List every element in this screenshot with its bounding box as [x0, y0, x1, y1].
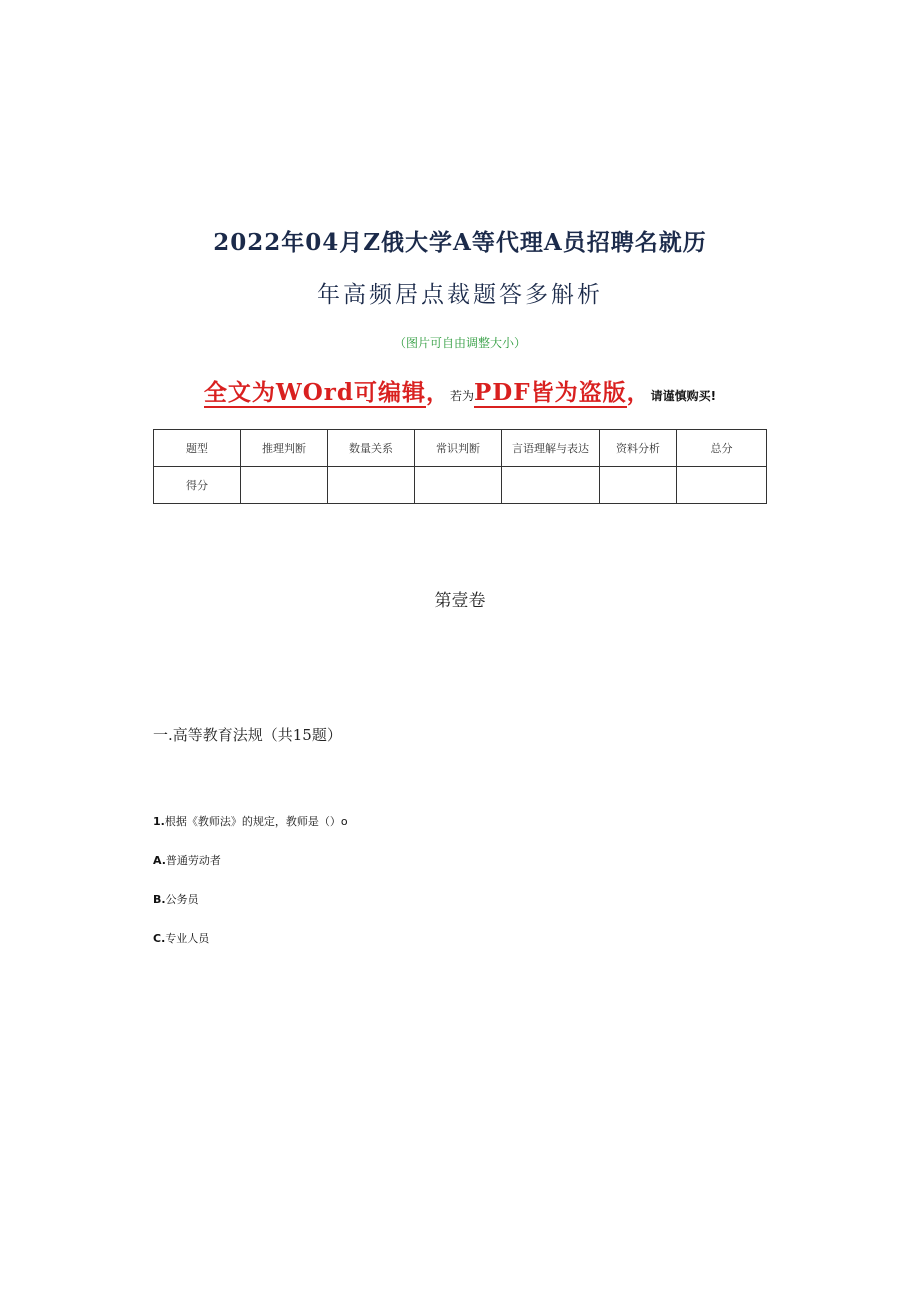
question-option-c [153, 930, 209, 946]
volume-title: 第壹卷 [434, 591, 486, 611]
score-table-header: 题型 [154, 430, 241, 467]
banner-comma: ， [626, 379, 651, 406]
option-letter: C. [153, 932, 166, 945]
option-text: 专业人员 [165, 932, 210, 945]
image-resize-note: （图片可自由调整大小） [393, 336, 526, 350]
document-title-line1: 2022年04月Z俄大学A等代理A员招聘名就历 [213, 229, 707, 256]
option-text: 普通劳动者 [165, 854, 221, 867]
banner-pdf-pirated: PDF皆为盗版 [474, 379, 627, 406]
score-table-header: 言语理解与表达 [502, 430, 600, 467]
banner-word-editable: 全文为WOrd可编辑 [203, 379, 426, 406]
question-text: 根据《教师法》的规定，教师是（）o [164, 815, 348, 828]
score-table-header: 数量关系 [328, 430, 415, 467]
score-table-score-row [154, 467, 767, 504]
copyright-banner [0, 374, 920, 407]
score-cell [328, 467, 415, 504]
question-number: 1. [153, 815, 165, 828]
score-table [153, 429, 767, 504]
score-cell [241, 467, 328, 504]
score-table-header: 推理判断 [241, 430, 328, 467]
question-stem [153, 813, 348, 829]
document-title-line2: 年高频居点裁题答多斛析 [317, 282, 603, 308]
section-title: 一.高等教育法规（共15题） [153, 726, 342, 744]
score-table-header: 常识判断 [415, 430, 502, 467]
banner-buy-carefully: 请谨慎购买! [650, 389, 717, 403]
option-letter: A. [153, 854, 166, 867]
score-cell [677, 467, 767, 504]
score-row-label: 得分 [154, 467, 241, 504]
question-option-a [153, 852, 221, 868]
banner-if: 若为 [450, 389, 475, 403]
score-cell [502, 467, 600, 504]
score-table-header: 总分 [677, 430, 767, 467]
score-table-header: 资料分析 [600, 430, 677, 467]
score-table-header-row [154, 430, 767, 467]
option-letter: B. [153, 893, 166, 906]
option-text: 公务员 [165, 893, 199, 906]
score-cell [415, 467, 502, 504]
question-option-b [153, 891, 199, 907]
score-cell [600, 467, 677, 504]
banner-comma: ， [426, 379, 450, 406]
